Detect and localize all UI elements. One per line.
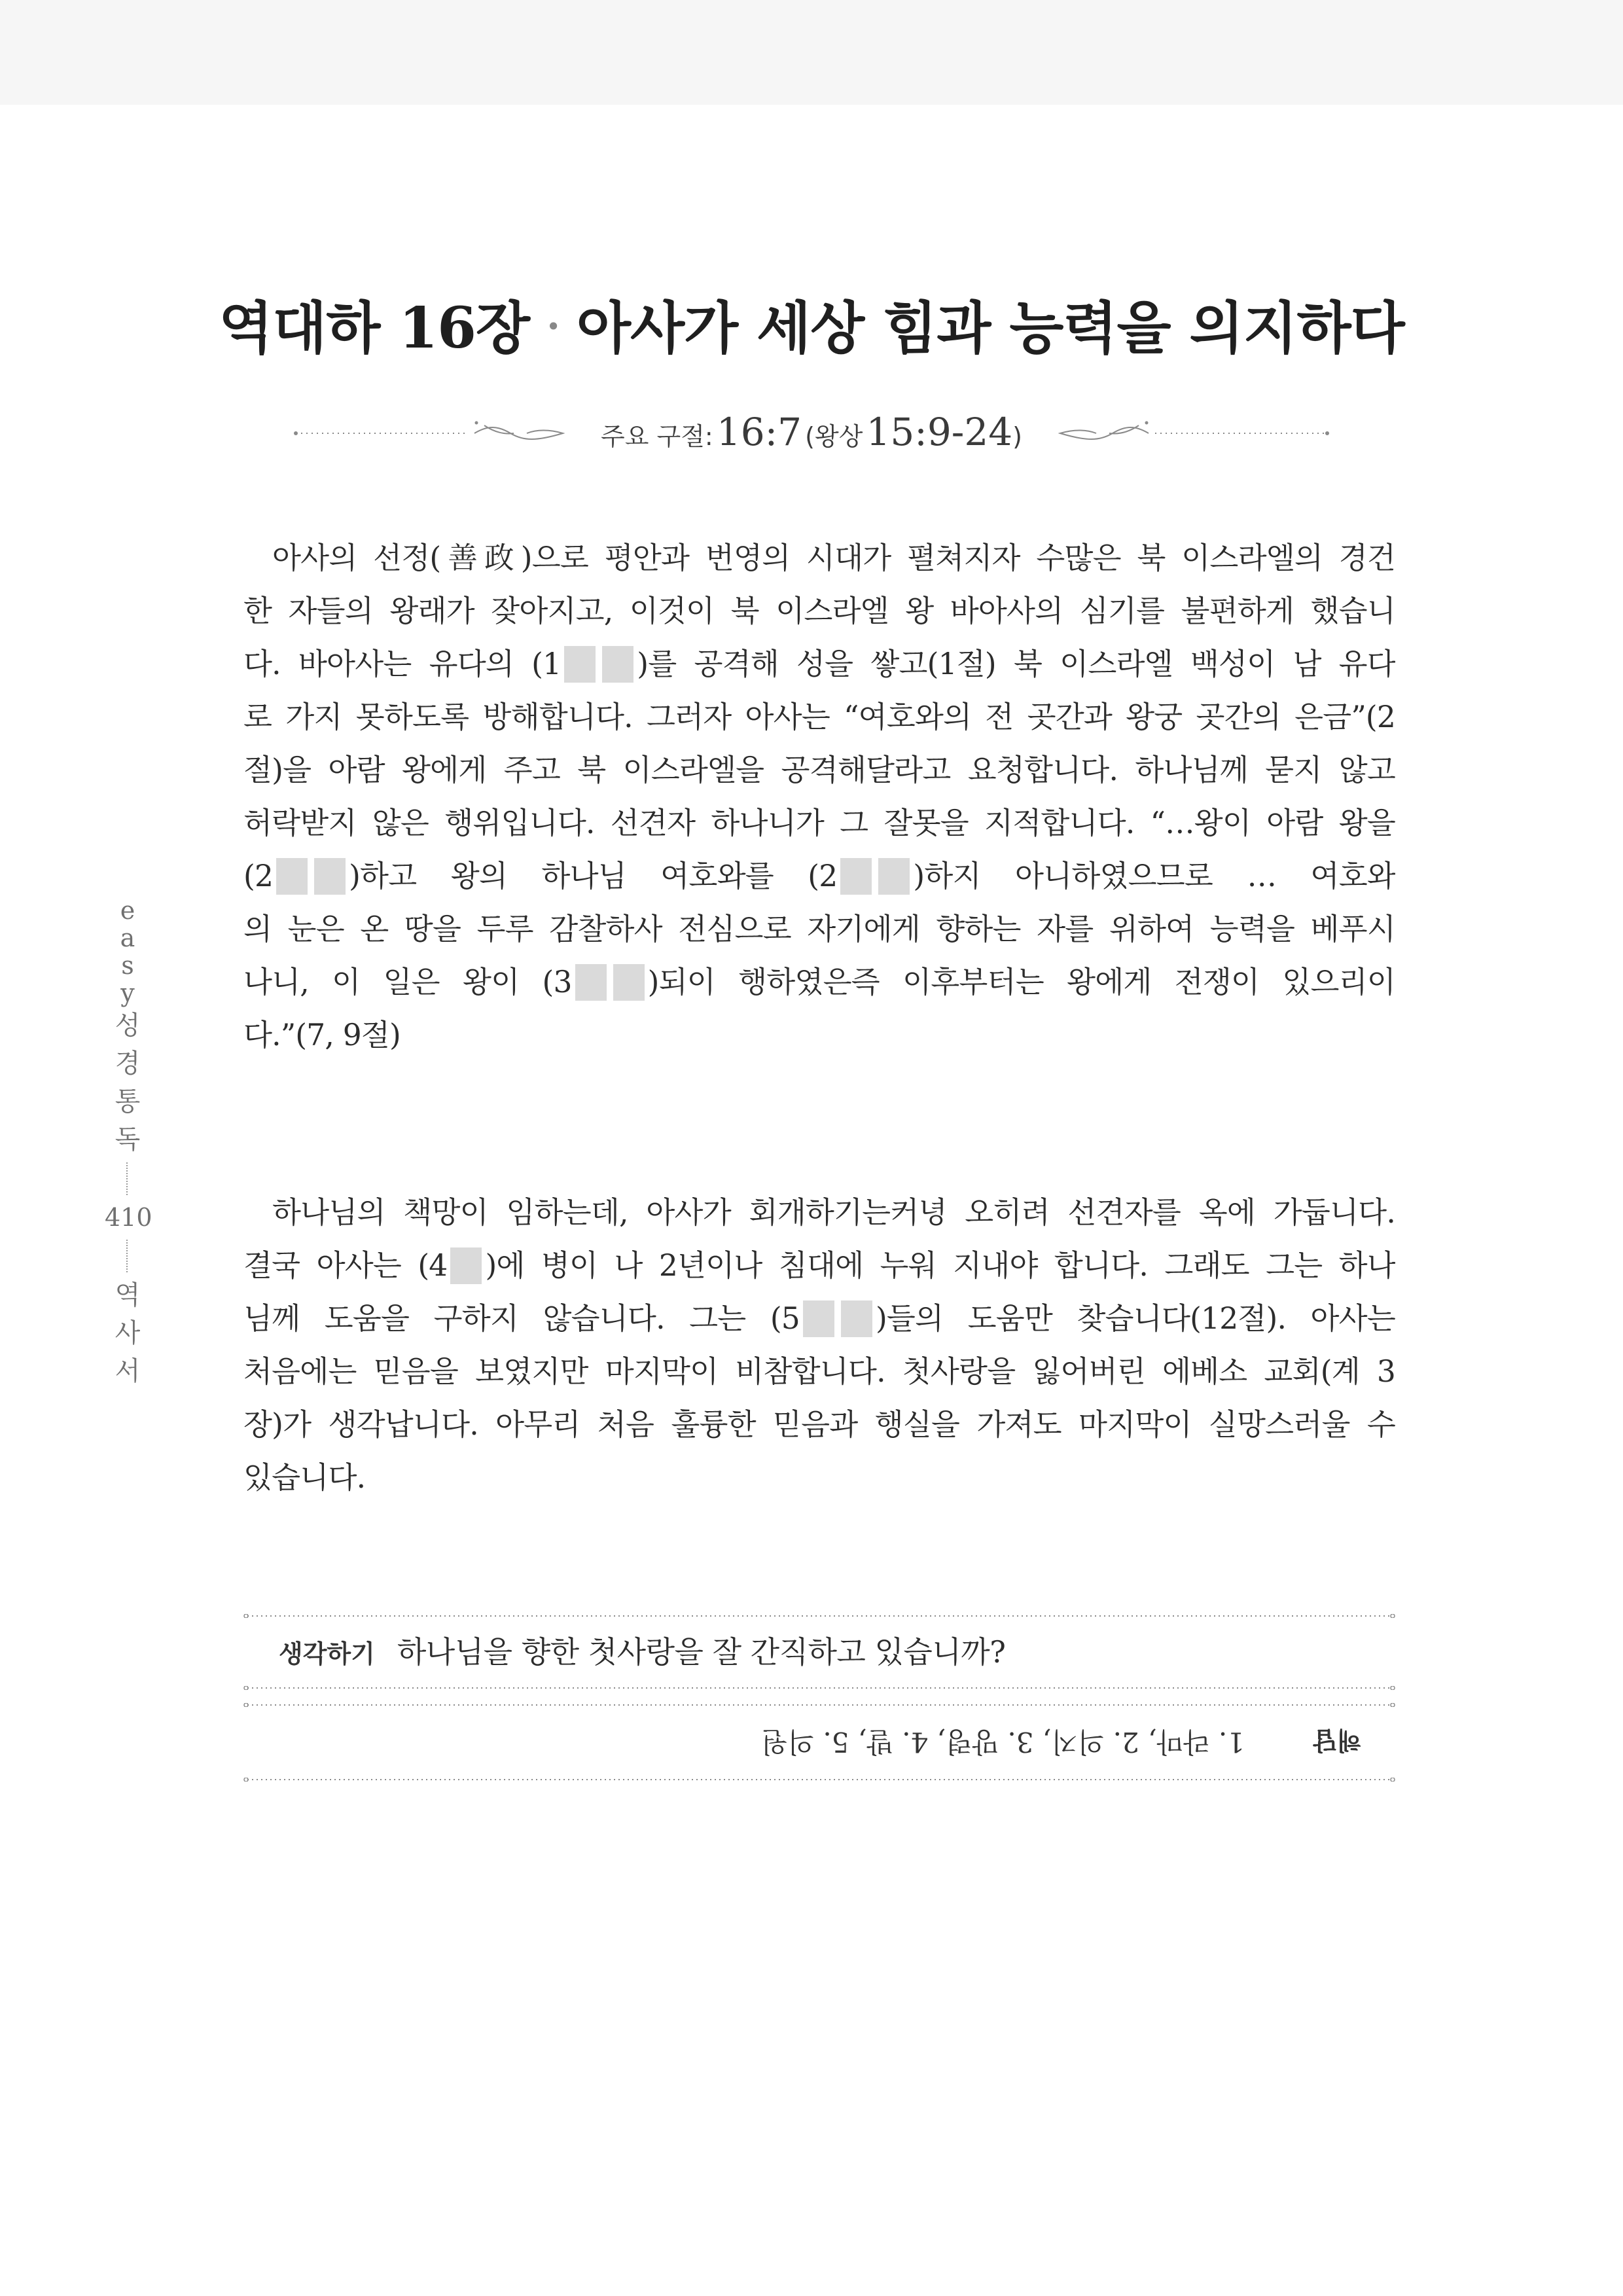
series-char: 성 — [115, 1011, 141, 1041]
text-line — [243, 850, 1395, 903]
text-line: 아사의 선정(善政)으로 평안과 번영의 시대가 펼쳐지자 수많은 북 이스라엘의 경건 — [272, 541, 1395, 575]
answer-blank — [276, 858, 308, 895]
key-verse-label: 주요 구절: — [601, 422, 713, 451]
key-verse — [288, 410, 1335, 454]
text-line: 로 가지 못하도록 방해합니다. 그러자 아사는 “여호와의 전 곳간과 왕궁 곳간의 은금”(2 — [243, 700, 1395, 734]
answer-blank — [841, 1300, 872, 1337]
series-char: 독 — [115, 1124, 141, 1155]
section-char: 역 — [115, 1280, 141, 1310]
section-char: 사 — [115, 1318, 141, 1348]
text-segment: )들의 도움만 찾습니다(12절). 아사는 — [875, 1301, 1395, 1336]
answer-key — [243, 1710, 1395, 1775]
section-char: 서 — [115, 1356, 141, 1386]
text-line: 의 눈은 온 땅을 두루 감찰하사 전심으로 자기에게 향하는 자를 위하여 능력을 베푸시 — [243, 912, 1395, 946]
page-number: 410 — [105, 1203, 152, 1232]
answer-blank — [613, 964, 645, 1001]
paragraph-2 — [243, 1186, 1395, 1504]
chapter-label: 역대하 16장 — [219, 295, 530, 361]
text-segment: )하지 아니하였으므로 … 여호와 — [913, 859, 1395, 893]
text-line: 한 자들의 왕래가 잦아지고, 이것이 북 이스라엘 왕 바아사의 심기를 불편하게 했습니 — [243, 594, 1395, 628]
key-verse-row — [288, 406, 1335, 458]
answer-text: 1. 라마, 2. 의지, 3. 망령, 4. 발, 5. 의원 — [760, 1726, 1245, 1758]
answer-blank — [602, 646, 633, 683]
text-segment: 다. 바아사는 유다의 (1 — [243, 647, 562, 681]
answer-box-top-rule — [243, 1703, 1395, 1707]
answer-blank — [564, 646, 596, 683]
series-char: 경 — [115, 1049, 141, 1079]
scan-top-shade — [0, 0, 1623, 105]
answer-blank — [840, 858, 872, 895]
text-segment: 결국 아사는 (4 — [243, 1248, 448, 1283]
answer-blank — [803, 1300, 834, 1337]
text-line: 있습니다. — [243, 1460, 366, 1495]
text-line: 절)을 아람 왕에게 주고 북 이스라엘을 공격해달라고 요청합니다. 하나님께 묻지 않고 — [243, 753, 1395, 787]
series-char: 통 — [115, 1086, 141, 1117]
series-letter: e — [120, 896, 135, 925]
text-segment: 님께 도움을 구하지 않습니다. 그는 (5 — [243, 1301, 800, 1336]
chapter-subtitle: 아사가 세상 힘과 능력을 의지하다 — [577, 295, 1404, 361]
key-verse-ref: 16:7 — [716, 410, 802, 454]
text-segment: )를 공격해 성을 쌓고(1절) 북 이스라엘 백성이 남 유다 — [637, 647, 1395, 681]
text-line — [243, 637, 1395, 691]
parallel-close: ) — [1012, 422, 1022, 451]
parallel-open: (왕상 — [805, 422, 863, 451]
text-segment: (2 — [243, 859, 274, 893]
reflection-box-rule — [243, 1686, 1395, 1690]
title-separator: · — [546, 304, 560, 350]
text-line — [243, 956, 1395, 1009]
text-segment: )에 병이 나 2년이나 침대에 누워 지내야 합니다. 그래도 그는 하나 — [485, 1248, 1395, 1283]
text-line: 허락받지 않은 행위입니다. 선견자 하나니가 그 잘못을 지적합니다. “…왕이 아람 왕을 — [243, 806, 1395, 840]
text-segment: )되이 행하였은즉 이후부터는 왕에게 전쟁이 있으리이 — [647, 965, 1395, 999]
margin-divider — [126, 1240, 129, 1272]
text-line: 장)가 생각납니다. 아무리 처음 훌륭한 믿음과 행실을 가져도 마지막이 실망스러울 수 — [243, 1407, 1395, 1442]
answer-blank — [314, 858, 346, 895]
series-letter: y — [120, 978, 135, 1007]
reflection-question — [279, 1628, 1005, 1672]
text-line: 하나님의 책망이 임하는데, 아사가 회개하기는커녕 오히려 선견자를 옥에 가둡니다. — [272, 1195, 1395, 1230]
reflection-text: 하나님을 향한 첫사랑을 잘 간직하고 있습니까? — [397, 1634, 1006, 1670]
paragraph-1 — [243, 531, 1395, 1062]
answer-blank — [575, 964, 607, 1001]
text-segment: )하고 왕의 하나님 여호와를 (2 — [349, 859, 838, 893]
text-line: 처음에는 믿음을 보였지만 마지막이 비참합니다. 첫사랑을 잃어버린 에베소 교회(계 3 — [243, 1354, 1395, 1389]
text-line: 다.”(7, 9절) — [243, 1018, 401, 1052]
margin-running-header — [105, 897, 151, 1390]
text-segment: 나니, 이 일은 왕이 (3 — [243, 965, 572, 999]
series-letter: s — [121, 951, 134, 980]
answer-label: 해답 — [1313, 1726, 1361, 1755]
text-line — [243, 1292, 1395, 1345]
text-line — [243, 1239, 1395, 1292]
reflection-label: 생각하기 — [279, 1640, 375, 1668]
margin-divider — [126, 1162, 129, 1195]
reflection-box-top-rule — [243, 1614, 1395, 1618]
parallel-ref: 15:9-24 — [866, 410, 1013, 454]
answer-blank — [450, 1247, 482, 1284]
series-letter: a — [120, 924, 135, 952]
page-title — [0, 283, 1623, 364]
answer-blank — [878, 858, 910, 895]
answer-box-bottom-rule — [243, 1778, 1395, 1782]
